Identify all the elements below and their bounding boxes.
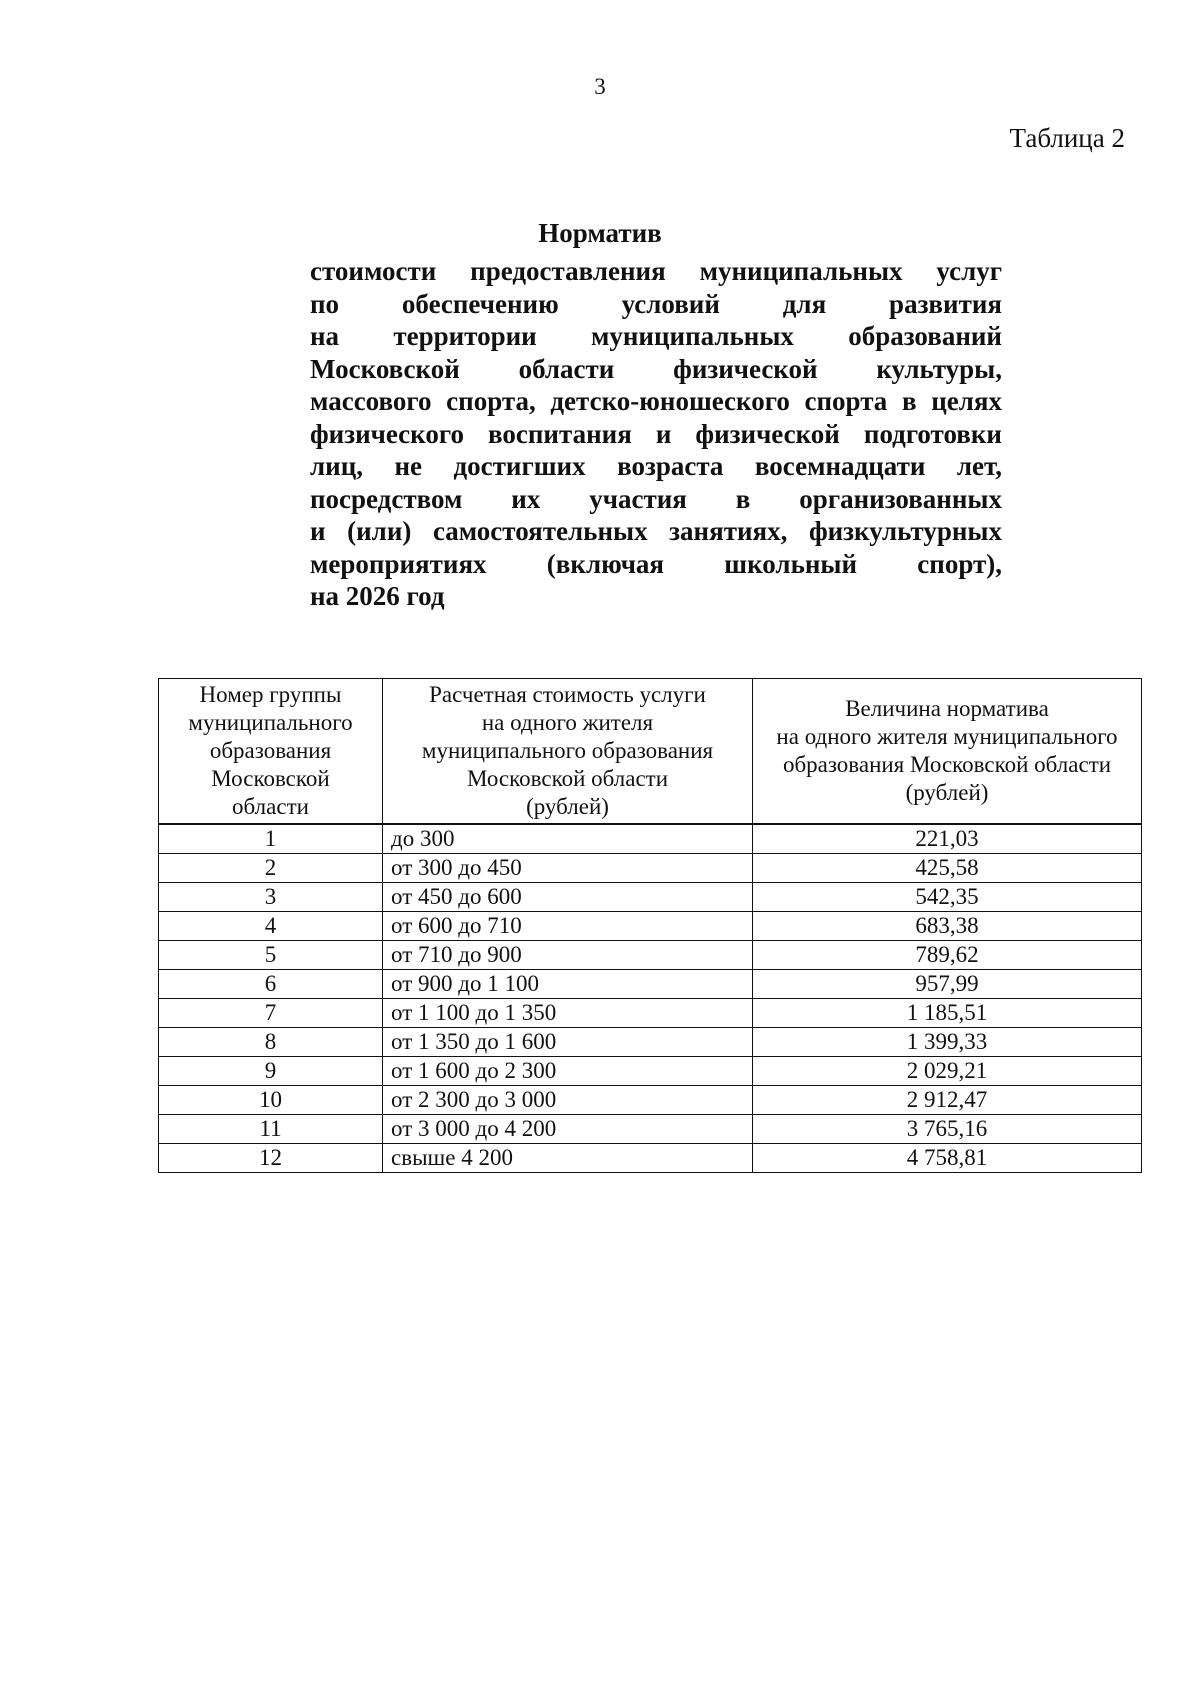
cell-norm-value: 221,03	[753, 824, 1142, 854]
cell-norm-value: 542,35	[753, 883, 1142, 912]
subtitle-line: посредством их участия в организованных	[310, 483, 1002, 514]
subtitle-line: лиц, не достигших возраста восемнадцати лет,	[310, 451, 1002, 481]
cell-cost-range: свыше 4 200	[383, 1144, 753, 1173]
table-row	[159, 883, 1142, 912]
table-row	[159, 854, 1142, 883]
table-row	[159, 1028, 1142, 1057]
subtitle-line: Московской области физической культуры,	[310, 353, 1002, 384]
cell-group-number: 7	[159, 999, 383, 1028]
page-number: 3	[594, 74, 606, 99]
table-row	[159, 970, 1142, 999]
table-row	[159, 1086, 1142, 1115]
cell-cost-range: от 1 350 до 1 600	[383, 1028, 753, 1057]
cell-cost-range: от 3 000 до 4 200	[383, 1115, 753, 1144]
cell-group-number: 10	[159, 1086, 383, 1115]
cell-norm-value: 2 029,21	[753, 1057, 1142, 1086]
cell-norm-value: 2 912,47	[753, 1086, 1142, 1115]
table-row	[159, 824, 1142, 854]
subtitle-line: массового спорта, детско-юношеского спорта в целях	[310, 386, 1002, 416]
subtitle-line: стоимости предоставления муниципальных услуг	[310, 256, 1002, 286]
cell-norm-value: 3 765,16	[753, 1115, 1142, 1144]
cell-group-number: 2	[159, 854, 383, 883]
header-estimated-cost: Расчетная стоимость услуги на одного жителя муниципального образования Московской области (рублей)	[383, 679, 753, 825]
table-body	[159, 824, 1142, 1173]
norm-table	[158, 678, 1142, 1173]
table-row	[159, 912, 1142, 941]
cell-norm-value: 683,38	[753, 912, 1142, 941]
header-norm-value: Величина норматива на одного жителя муниципального образования Московской области (рублей)	[753, 679, 1142, 825]
cell-cost-range: от 600 до 710	[383, 912, 753, 941]
table-header-row	[159, 679, 1142, 825]
table-row	[159, 1144, 1142, 1173]
cell-cost-range: от 1 600 до 2 300	[383, 1057, 753, 1086]
cell-norm-value: 1 399,33	[753, 1028, 1142, 1057]
cell-norm-value: 957,99	[753, 970, 1142, 999]
cell-cost-range: до 300	[383, 824, 753, 854]
cell-group-number: 6	[159, 970, 383, 999]
cell-group-number: 1	[159, 824, 383, 854]
cell-cost-range: от 450 до 600	[383, 883, 753, 912]
document-title: Норматив	[538, 218, 662, 248]
subtitle-line: и (или) самостоятельных занятиях, физкультурных	[310, 516, 1002, 546]
cell-group-number: 12	[159, 1144, 383, 1173]
cell-norm-value: 1 185,51	[753, 999, 1142, 1028]
cell-cost-range: от 900 до 1 100	[383, 970, 753, 999]
cell-norm-value: 789,62	[753, 941, 1142, 970]
cell-cost-range: от 2 300 до 3 000	[383, 1086, 753, 1115]
cell-cost-range: от 300 до 450	[383, 854, 753, 883]
document-subtitle	[310, 255, 1002, 613]
cell-group-number: 11	[159, 1115, 383, 1144]
table-row	[159, 999, 1142, 1028]
cell-norm-value: 4 758,81	[753, 1144, 1142, 1173]
table-row	[159, 1115, 1142, 1144]
cell-group-number: 5	[159, 941, 383, 970]
subtitle-line: на территории муниципальных образований	[310, 321, 1002, 351]
table-label: Таблица 2	[1009, 123, 1125, 153]
cell-group-number: 3	[159, 883, 383, 912]
cell-group-number: 9	[159, 1057, 383, 1086]
subtitle-line: физического воспитания и физической подготовки	[310, 418, 1002, 449]
subtitle-line: мероприятиях (включая школьный спорт),	[310, 548, 1002, 579]
subtitle-line: по обеспечению условий для развития	[310, 288, 1002, 319]
cell-group-number: 4	[159, 912, 383, 941]
cell-cost-range: от 1 100 до 1 350	[383, 999, 753, 1028]
table-row	[159, 1057, 1142, 1086]
cell-cost-range: от 710 до 900	[383, 941, 753, 970]
table-row	[159, 941, 1142, 970]
cell-group-number: 8	[159, 1028, 383, 1057]
cell-norm-value: 425,58	[753, 854, 1142, 883]
subtitle-line: на 2026 год	[310, 581, 445, 611]
header-group-number: Номер группы муниципального образования Московской области	[159, 679, 383, 825]
